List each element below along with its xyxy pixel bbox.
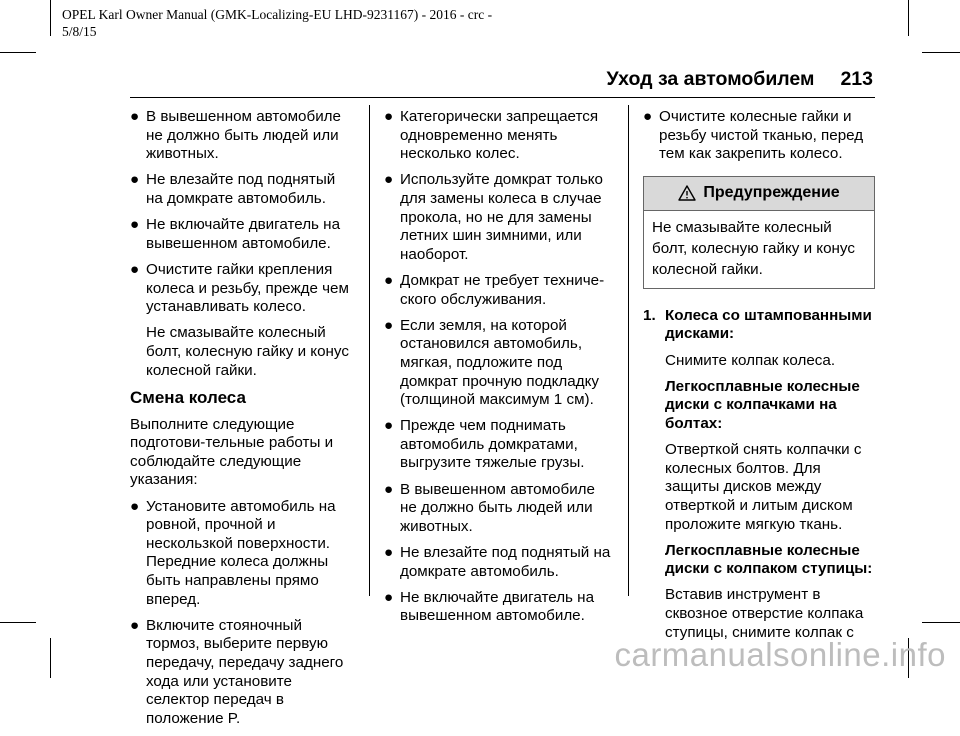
step-title: 1. Колеса со штампованными дисками:	[643, 306, 872, 343]
sub-text: Вставив инструмент в сквозное отверстие колпака ступицы, снимите колпак с	[665, 586, 864, 641]
step-text: Снимите колпак колеса.	[665, 351, 836, 369]
bullet-icon: ●	[384, 108, 394, 125]
print-meta	[62, 6, 582, 40]
list-item: ● Не влезайте под поднятый на домкрате автомобиль.	[130, 171, 336, 207]
print-meta-line1: OPEL Karl Owner Manual (GMK-Localizing-EU LHD-9231167) - 2016 - crc -	[62, 7, 493, 22]
warning-text: Не смазывайте колесный болт, колесную гайку и конус колесной гайки.	[652, 218, 855, 278]
bullet-icon: ●	[384, 588, 394, 606]
bullet-icon: ●	[130, 260, 140, 278]
list-item: ● Не влезайте под поднятый на домкрате автомобиль.	[384, 544, 611, 580]
sub-heading: Легкосплавные колесные диски с колпачками на болтах:	[665, 377, 860, 432]
watermark: carmanualsonline.info	[614, 636, 946, 673]
section-heading: Смена колеса	[130, 387, 246, 407]
list-item: ● Не включайте двигатель на вывешенном автомобиле.	[130, 216, 341, 252]
sub-heading: Легкосплавные колесные диски с колпаком ступицы:	[665, 541, 873, 578]
list-item: ● Очистите колесные гайки и резьбу чистой тканью, перед тем как закрепить колесо.	[643, 108, 864, 163]
bullet-icon: ●	[384, 417, 394, 435]
list-item: ● Если земля, на которой остановился автомобиль, мягкая, подложите под домкрат прочную подкладку (толщиной максимум 1 см).	[384, 316, 600, 409]
column-3	[643, 108, 875, 650]
warning-box	[643, 176, 875, 289]
list-item: ● В вывешенном автомобиле не должно быть людей или животных.	[130, 108, 341, 163]
intro-paragraph: Выполните следующие подготови-тельные работы и соблюдайте следующие указания:	[130, 415, 334, 489]
section-title: Уход за автомобилем	[606, 68, 815, 90]
column-1	[130, 108, 356, 736]
note-paragraph: Не смазывайте колесный болт, колесную гайку и конус колесной гайки.	[146, 324, 349, 379]
bullet-icon: ●	[384, 171, 394, 189]
bullet-icon: ●	[130, 616, 140, 634]
crop-mark	[922, 622, 960, 623]
bullet-icon: ●	[130, 497, 140, 515]
list-item: ● Прежде чем поднимать автомобиль домкратами, выгрузите тяжелые грузы.	[384, 417, 585, 472]
print-meta-line2: 5/8/15	[62, 24, 97, 39]
list-item: ● Включите стояночный тормоз, выберите первую передачу, передачу заднего хода или установите селектор передач в положение P.	[130, 616, 344, 727]
list-item: ● Используйте домкрат только для замены колеса в случае прокола, но не для замены летних шин зимними, или наоборот.	[384, 171, 604, 263]
bullet-icon: ●	[384, 480, 394, 498]
list-item: ● Категорически запрещается одновременно менять несколько колес.	[384, 108, 599, 163]
warning-header	[644, 177, 874, 211]
list-item: ● Установите автомобиль на ровной, прочной и нескользкой поверхности. Передние колеса должны быть направлены прямо вперед.	[130, 497, 336, 608]
crop-mark	[922, 52, 960, 53]
header-rule	[130, 97, 875, 98]
warning-triangle-icon	[678, 185, 696, 201]
page-title	[607, 68, 873, 91]
crop-mark	[50, 0, 51, 36]
column-divider	[628, 105, 629, 596]
warning-title: Предупреждение	[703, 183, 840, 201]
list-item: ● Не включайте двигатель на вывешенном автомобиле.	[384, 588, 595, 625]
bullet-icon: ●	[130, 216, 140, 234]
bullet-icon: ●	[130, 108, 140, 125]
list-item: ● В вывешенном автомобиле не должно быть людей или животных.	[384, 480, 595, 535]
crop-mark	[0, 52, 36, 53]
bullet-icon: ●	[130, 171, 140, 189]
page-number: 213	[840, 68, 873, 90]
crop-mark	[0, 622, 36, 623]
step-number: 1.	[643, 306, 656, 324]
column-divider	[369, 105, 370, 596]
bullet-icon: ●	[384, 271, 394, 289]
sub-text: Отверткой снять колпачки с колесных болтов. Для защиты дисков между отверткой и литым диском проложите мягкую ткань.	[665, 441, 862, 533]
bullet-icon: ●	[384, 544, 394, 562]
list-item: ● Очистите гайки крепления колеса и резьбу, прежде чем устанавливать колесо.	[130, 260, 349, 316]
bullet-icon: ●	[384, 316, 394, 334]
column-2	[384, 108, 612, 634]
list-item: ● Домкрат не требует техниче-ского обслуживания.	[384, 271, 605, 308]
crop-mark	[908, 0, 909, 36]
crop-mark	[50, 638, 51, 678]
bullet-icon: ●	[643, 108, 653, 125]
